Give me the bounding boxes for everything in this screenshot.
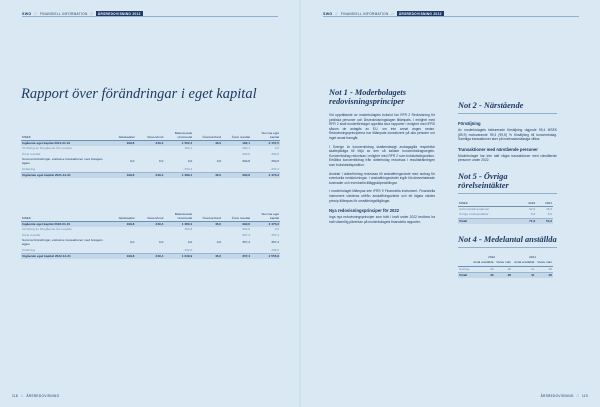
note1-subheading: Nya redovisningsprinciper för 2022 bbox=[329, 208, 400, 214]
table-cell: 71,6 bbox=[519, 218, 536, 224]
table-cell: 199,8 bbox=[106, 141, 135, 146]
note5-table bbox=[458, 201, 553, 224]
table-cell: 182,1 bbox=[222, 141, 251, 146]
column-header: Aktiekapital bbox=[106, 212, 135, 222]
table-cell: Utdelning bbox=[22, 167, 36, 172]
column-header: Varav män bbox=[494, 260, 512, 266]
table-cell: 199,8 bbox=[106, 254, 135, 259]
notes-column bbox=[458, 101, 557, 278]
table-cell: 392,8 bbox=[184, 226, 193, 231]
table-cell: 0,0 bbox=[187, 158, 193, 163]
table-row bbox=[458, 218, 553, 224]
column-header: Årets resultat bbox=[222, 212, 251, 222]
footer-separator: // bbox=[20, 394, 24, 398]
note4-heading: Not 4 - Medelantal anställda bbox=[458, 235, 557, 248]
table-cell: 6,0 bbox=[547, 212, 552, 217]
table-cell: 1 389,1 bbox=[164, 173, 193, 178]
table-cell: 0,0 bbox=[158, 239, 164, 244]
table-cell: Utgående eget kapital 2022-12-31 bbox=[21, 254, 106, 259]
note4-table bbox=[458, 255, 553, 278]
table-cell: 357,4 bbox=[271, 239, 279, 244]
table-cell: 1 552,4 bbox=[164, 141, 193, 146]
note1-paragraph: Vid upprättande av moderbolagets bokslut har RFR 2 Redovisning för juridiska personer och Årsredovisningslagen tillämpats. I enlighet med RFR 2 skall moderföretaget upprätta sina rapporter i enlighet med IFRS såsom de antagits av EU, om inte annat anges nedan. Redovisningsprinciperna har tillämpats konsekvent på alla perioder om inget annat framgår. bbox=[329, 113, 435, 140]
table-cell: 249,4 bbox=[135, 141, 164, 146]
table-cell: Ingående eget kapital 2021-01-01 bbox=[21, 141, 106, 146]
page-title: Rapport över förändringar i eget kapital bbox=[21, 86, 257, 102]
header-tag: ÅRSREDOVISNING 2022 bbox=[97, 11, 141, 16]
equity-table-2021 bbox=[21, 131, 280, 178]
table-cell: 182,1 bbox=[184, 145, 193, 150]
table-cell: 392,8 bbox=[242, 152, 251, 157]
table-cell: 392,8 bbox=[222, 222, 251, 227]
table-cell: Omföring av föregående års resultat bbox=[22, 226, 72, 231]
column-header: MSEK bbox=[458, 201, 519, 207]
table-cell: 392,8 bbox=[271, 152, 279, 157]
table-cell: 46,0 bbox=[193, 141, 222, 146]
column-header: Reservfond bbox=[135, 212, 164, 222]
column-header: Summa eget kapital bbox=[251, 131, 280, 141]
table-cell: 357,4 bbox=[271, 233, 279, 238]
table-cell: Ingående eget kapital 2022-01-01 bbox=[21, 222, 106, 227]
column-header: 2021 bbox=[536, 201, 553, 207]
header-separator: // bbox=[335, 11, 338, 16]
table-cell: 46,0 bbox=[193, 222, 222, 227]
table-cell: 2 157,5 bbox=[251, 141, 280, 146]
column-header: Aktiekapital bbox=[106, 131, 135, 141]
left-footer bbox=[12, 394, 59, 398]
table-cell: -132,0 bbox=[270, 248, 279, 253]
note1-column bbox=[329, 88, 435, 228]
table-cell: 46,0 bbox=[193, 173, 222, 178]
column-header: Balanserade vinstmedel bbox=[164, 212, 193, 222]
table-cell: 357,4 bbox=[222, 254, 251, 259]
note1-paragraph: I moderbolaget tillämpas inte IFRS 9 Finansiella instrument. Finansiella instrument värderas utifrån anskaffningsvärde och ett lägsta värdes princip tillämpas för omsättningstillgångar. bbox=[329, 189, 435, 203]
table-header-row bbox=[21, 212, 280, 222]
year-group-header: 2021 bbox=[529, 254, 536, 259]
note5-heading: Not 5 - Övriga rörelseintäkter bbox=[458, 172, 557, 194]
note2-sub-related: Transaktioner med närstående personer bbox=[458, 146, 538, 152]
table-cell: 62,9 bbox=[529, 207, 536, 212]
table-cell: 28 bbox=[507, 266, 512, 271]
footer-separator: // bbox=[576, 394, 580, 398]
column-header: 2022 bbox=[519, 201, 536, 207]
header-logo: SWG bbox=[22, 11, 32, 16]
table-cell: 249,4 bbox=[135, 173, 164, 178]
table-cell: Totalt bbox=[458, 218, 519, 224]
column-header: Reservfond bbox=[135, 131, 164, 141]
table-cell: 0,0 bbox=[216, 239, 222, 244]
note2-heading: Not 2 - Närstående bbox=[458, 101, 557, 114]
table-cell: Årets resultat bbox=[22, 233, 41, 238]
column-header: Överkursfond bbox=[193, 212, 222, 222]
table-cell: 2 470,3 bbox=[251, 222, 280, 227]
table-cell: Summa förändringar, exklusive transaktioner med bolagets ägare bbox=[22, 157, 103, 165]
table-cell: 392,8 bbox=[242, 158, 251, 163]
header-separator: // bbox=[391, 11, 394, 16]
table-cell: 1 389,1 bbox=[164, 222, 193, 227]
right-page bbox=[301, 0, 600, 407]
left-page bbox=[0, 0, 299, 407]
note1-heading: Not 1 - Moderbolagets redovisningsprinciper bbox=[329, 88, 406, 106]
table-cell: -334,4 bbox=[270, 167, 279, 172]
table-cell: 2 470,3 bbox=[251, 173, 280, 178]
table-cell: 0,0 bbox=[274, 226, 279, 231]
table-row bbox=[21, 238, 280, 247]
table-cell: 357,4 bbox=[242, 233, 251, 238]
table-cell: 28 bbox=[535, 272, 553, 278]
column-header: Årets resultat bbox=[222, 131, 251, 141]
table-cell: 8,8 bbox=[530, 212, 536, 217]
header-rule bbox=[323, 16, 579, 17]
table-cell: 249,4 bbox=[135, 254, 164, 259]
table-cell: 392,8 bbox=[222, 173, 251, 178]
table-cell: -392,8 bbox=[241, 226, 251, 231]
year-group-header: 2022 bbox=[488, 254, 496, 259]
table-cell: 0,0 bbox=[187, 239, 193, 244]
page-number: 118 bbox=[12, 394, 18, 398]
table-cell: 1 649,9 bbox=[164, 254, 193, 259]
column-header: MSEK bbox=[21, 131, 106, 141]
column-header: Överkursfond bbox=[193, 131, 222, 141]
header-tag: ÅRSREDOVISNING 2022 bbox=[398, 11, 442, 16]
table-cell: 40 bbox=[490, 266, 494, 271]
table-cell: -132,0 bbox=[183, 248, 193, 253]
table-cell: 0,0 bbox=[274, 145, 279, 150]
table-cell: 48,3 bbox=[545, 207, 552, 212]
column-header: Balanserade vinstmedel bbox=[164, 131, 193, 141]
table-cell: -182,1 bbox=[241, 145, 251, 150]
table-cell: 28 bbox=[494, 272, 512, 278]
column-header: Antal anställda bbox=[471, 260, 494, 266]
note1-sub-paragraph: Inga nya redovisningsprinciper som trätt i kraft under 2022 bedöms ha haft väsentlig påverkan på moderbolagets finansiella rapporter. bbox=[329, 215, 435, 224]
table-cell: 54,3 bbox=[536, 218, 553, 224]
note1-paragraph: I Sverige är koncernbidrag skattemässigt avdragsgilla respektive skattepliktiga till följd av den så kallade koncernbidragsregeln. Koncernbidrag redovisas i enlighet med RFR 2 som bokslutsdisposition. Erhållna koncernbidrag från dotterbolag redovisas i resultaträkningen som bokslutsdisposition. bbox=[329, 144, 435, 167]
header-logo: SWG bbox=[323, 11, 333, 16]
note2-paragraph: Moderbolaget har inte haft några transaktioner med närstående personer under 2022. bbox=[458, 153, 557, 163]
table-row bbox=[21, 254, 280, 259]
table-cell: 0,0 bbox=[216, 158, 222, 163]
table-cell: 0,0 bbox=[130, 239, 135, 244]
column-header: MSEK bbox=[21, 212, 106, 222]
header-section: FINANSIELL INFORMATION bbox=[39, 11, 88, 16]
table-cell: Summa förändringar, exklusive transaktioner med bolagets ägare bbox=[22, 238, 103, 246]
table-cell: Utdelning bbox=[22, 248, 36, 253]
table-row bbox=[458, 272, 553, 278]
note1-paragraph: Andelar i dotterföretag redovisas till anskaffningsvärde med avdrag för eventuella nedskrivningar. I anskaffningsvärdet ingår förvärvsrelaterade kostnader och eventuella tilläggsköpeskillingar. bbox=[329, 171, 435, 185]
table-cell: 357,4 bbox=[242, 239, 251, 244]
table-cell: 40 bbox=[471, 272, 494, 278]
note2-paragraph: Av moderbolagets fakturerade försäljning utgjorde 99,4 MSEK (89,9) motsvarande 99,3 (99,5) % försäljning till koncernbolag. Samtliga transaktioner sker på marknadsmässiga villkor. bbox=[458, 128, 557, 142]
header-separator: // bbox=[34, 11, 37, 16]
table-cell: Årets resultat bbox=[22, 152, 41, 157]
table-cell: Övriga rörelseintäkter bbox=[459, 212, 489, 217]
footer-label: ÅRSREDOVISNING bbox=[26, 394, 60, 398]
table-header-row bbox=[21, 131, 280, 141]
column-header: Summa eget kapital bbox=[251, 212, 280, 222]
table-cell: 199,8 bbox=[106, 222, 135, 227]
table-cell: Sverige bbox=[459, 266, 470, 271]
footer-label: ÅRSREDOVISNING bbox=[540, 394, 574, 398]
table-cell: 2 555,9 bbox=[251, 254, 280, 259]
right-footer bbox=[541, 394, 588, 398]
table-cell: Utgående eget kapital 2021-12-31 bbox=[21, 173, 106, 178]
table-cell: 28 bbox=[548, 266, 552, 271]
header-separator: // bbox=[90, 11, 93, 16]
table-cell: 392,8 bbox=[271, 158, 279, 163]
header-section: FINANSIELL INFORMATION bbox=[340, 11, 389, 16]
column-header: Varav män bbox=[535, 260, 553, 266]
table-cell: 46,0 bbox=[193, 254, 222, 259]
header-rule bbox=[22, 16, 278, 17]
table-cell: Omföring av föregående års resultat bbox=[22, 145, 72, 150]
table-row bbox=[21, 157, 280, 166]
note2-sub-sales: Försäljning bbox=[458, 121, 481, 126]
table-cell: 0,0 bbox=[130, 158, 135, 163]
table-cell: 0,0 bbox=[158, 158, 164, 163]
table-cell: -334,4 bbox=[183, 167, 193, 172]
table-row bbox=[21, 173, 280, 178]
table-cell: 199,8 bbox=[106, 173, 135, 178]
table-cell: Totalt bbox=[458, 272, 471, 278]
table-cell: 41 bbox=[530, 266, 535, 271]
table-cell: Administrativa tjänster bbox=[459, 207, 490, 212]
page-number: 119 bbox=[582, 394, 588, 398]
table-cell: 41 bbox=[512, 272, 535, 278]
column-header: Antal anställda bbox=[512, 260, 535, 266]
equity-table-2022 bbox=[21, 212, 280, 259]
table-cell: 249,4 bbox=[135, 222, 164, 227]
